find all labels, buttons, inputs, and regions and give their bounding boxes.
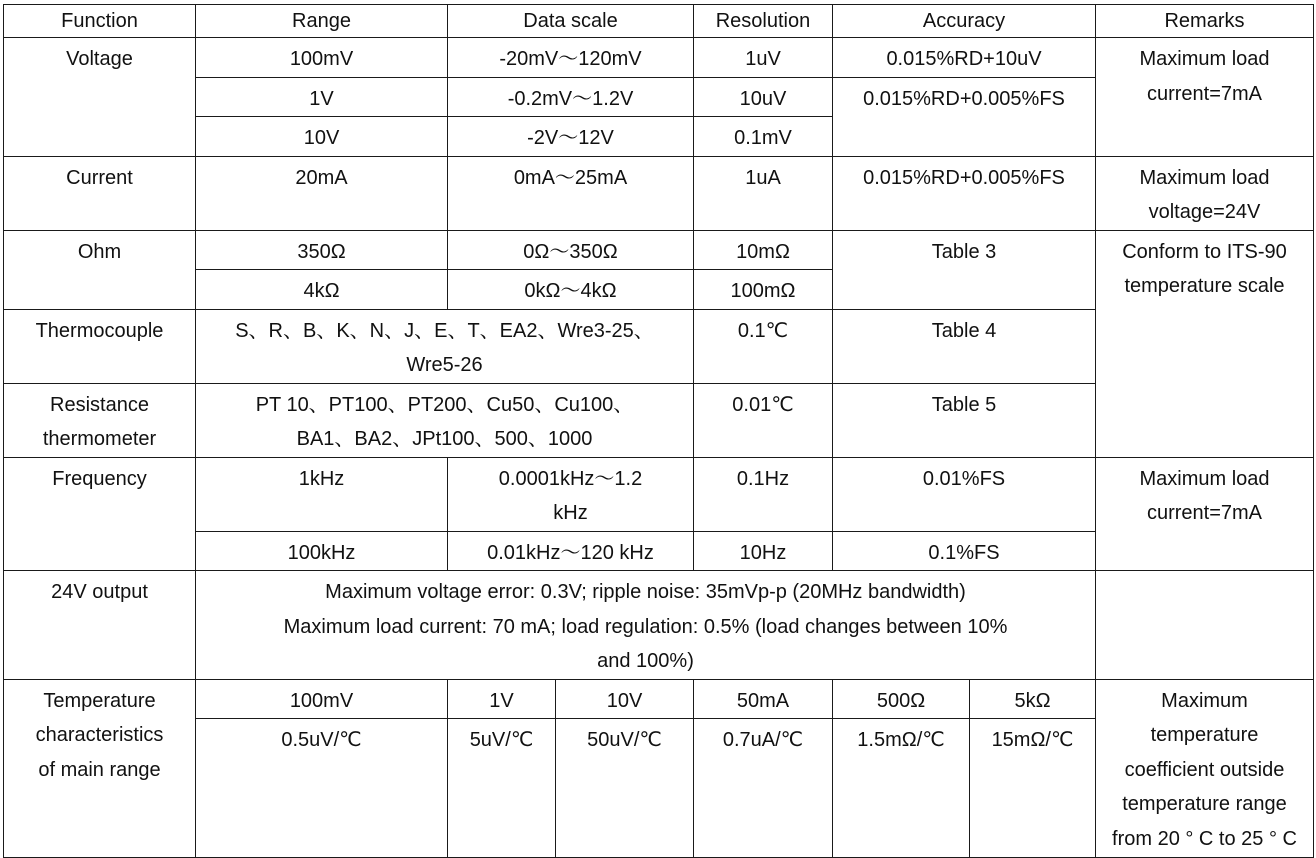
voltage-range-100mv: 100mV <box>196 38 448 78</box>
ohm-range-350: 350Ω <box>196 230 448 270</box>
voltage-scale-100mv: -20mV～120mV <box>448 38 694 78</box>
tempchar-range-10v: 10V <box>556 679 694 719</box>
remark-line: Maximum load <box>1139 48 1270 70</box>
current-range: 20mA <box>196 156 448 230</box>
tempchar-remarks-cell <box>1096 679 1314 858</box>
tempchar-coef-500ohm: 1.5mΩ/℃ <box>833 719 970 858</box>
ohm-remarks-cell <box>1096 230 1314 457</box>
remark-line: Maximum <box>1161 689 1248 712</box>
header-range: Range <box>196 5 448 38</box>
function-line: characteristics <box>35 724 164 746</box>
voltage-scale-10v: -2V～12V <box>448 117 694 157</box>
remark-line: coefficient outside <box>1124 758 1285 781</box>
current-resolution: 1uA <box>694 156 833 230</box>
frequency-remarks-cell <box>1096 457 1314 571</box>
thermocouple-resolution: 0.1℃ <box>694 309 833 383</box>
function-line: Resistance <box>50 393 149 416</box>
ohm-resolution-350: 10mΩ <box>694 230 833 270</box>
frequency-function-cell: Frequency <box>4 457 196 571</box>
header-data-scale: Data scale <box>448 5 694 38</box>
rtd-range-cell <box>196 383 694 457</box>
function-line: thermometer <box>42 428 157 450</box>
voltage-resolution-100mv: 1uV <box>694 38 833 78</box>
output24-description-cell <box>196 571 1096 680</box>
tempchar-coef-1v: 5uV/℃ <box>448 719 556 858</box>
ohm-resolution-4k: 100mΩ <box>694 270 833 310</box>
tempchar-range-50ma: 50mA <box>694 679 833 719</box>
description-line: Maximum load current: 70 mA; load regulation: 0.5% (load changes between 10% <box>283 615 1008 638</box>
thermocouple-accuracy: Table 4 <box>833 309 1096 383</box>
header-accuracy: Accuracy <box>833 5 1096 38</box>
header-row <box>4 5 1314 38</box>
thermocouple-function-cell: Thermocouple <box>4 309 196 383</box>
frequency-accuracy-1k: 0.01%FS <box>833 457 1096 531</box>
table-row <box>4 156 1314 230</box>
current-accuracy: 0.015%RD+0.005%FS <box>833 156 1096 230</box>
table-row <box>4 230 1314 270</box>
function-line: of main range <box>38 758 161 781</box>
ohm-accuracy: Table 3 <box>833 230 1096 309</box>
function-line: Temperature <box>43 689 156 712</box>
ohm-scale-4k: 0kΩ～4kΩ <box>448 270 694 310</box>
current-function-cell: Current <box>4 156 196 230</box>
remark-line: Maximum load <box>1139 166 1270 189</box>
tempchar-range-1v: 1V <box>448 679 556 719</box>
frequency-resolution-1k: 0.1Hz <box>694 457 833 531</box>
description-line: and 100%) <box>597 650 694 672</box>
remark-line: temperature range <box>1122 793 1287 815</box>
remark-line: temperature <box>1150 724 1259 746</box>
thermocouple-range-cell <box>196 309 694 383</box>
tempchar-range-5kohm: 5kΩ <box>970 679 1096 719</box>
output24-function-cell: 24V output <box>4 571 196 680</box>
frequency-scale-100k: 0.01kHz～120 kHz <box>448 531 694 571</box>
description-line: Maximum voltage error: 0.3V; ripple noise: 35mVp-p (20MHz bandwidth) <box>325 581 966 603</box>
tempchar-coef-100mv: 0.5uV/℃ <box>196 719 448 858</box>
range-line: BA1、BA2、JPt100、500、1000 <box>296 428 593 450</box>
remark-line: voltage=24V <box>1148 201 1261 223</box>
scale-line: 0.0001kHz～1.2 <box>498 467 643 490</box>
scale-line: kHz <box>553 502 588 524</box>
header-function: Function <box>4 5 196 38</box>
remark-line: temperature scale <box>1124 275 1285 297</box>
current-remarks-cell <box>1096 156 1314 230</box>
voltage-range-10v: 10V <box>196 117 448 157</box>
remark-line: Conform to ITS-90 <box>1122 240 1287 263</box>
ohm-scale-350: 0Ω～350Ω <box>448 230 694 270</box>
frequency-range-100k: 100kHz <box>196 531 448 571</box>
range-line: Wre5-26 <box>406 354 483 376</box>
voltage-scale-1v: -0.2mV～1.2V <box>448 77 694 117</box>
rtd-resolution: 0.01℃ <box>694 383 833 457</box>
tempchar-function-cell <box>4 679 196 858</box>
table-row <box>4 679 1314 719</box>
frequency-resolution-100k: 10Hz <box>694 531 833 571</box>
remark-line: current=7mA <box>1146 502 1263 524</box>
specification-table <box>3 4 1314 858</box>
voltage-accuracy-100mv: 0.015%RD+10uV <box>833 38 1096 78</box>
current-scale: 0mA～25mA <box>448 156 694 230</box>
tempchar-coef-10v: 50uV/℃ <box>556 719 694 858</box>
table-row <box>4 38 1314 78</box>
tempchar-range-500ohm: 500Ω <box>833 679 970 719</box>
remark-line: current=7mA <box>1146 82 1263 105</box>
voltage-resolution-1v: 10uV <box>694 77 833 117</box>
frequency-scale-1k <box>448 457 694 531</box>
rtd-function-cell <box>4 383 196 457</box>
ohm-range-4k: 4kΩ <box>196 270 448 310</box>
tempchar-coef-50ma: 0.7uA/℃ <box>694 719 833 858</box>
voltage-function-cell: Voltage <box>4 38 196 157</box>
remark-line: from 20 ° C to 25 ° C <box>1112 827 1297 850</box>
voltage-resolution-10v: 0.1mV <box>694 117 833 157</box>
voltage-range-1v: 1V <box>196 77 448 117</box>
frequency-range-1k: 1kHz <box>196 457 448 531</box>
frequency-accuracy-100k: 0.1%FS <box>833 531 1096 571</box>
remark-line: Maximum load <box>1139 467 1270 490</box>
ohm-function-cell: Ohm <box>4 230 196 309</box>
voltage-accuracy-1v-10v: 0.015%RD+0.005%FS <box>833 77 1096 156</box>
header-resolution: Resolution <box>694 5 833 38</box>
voltage-remarks-cell <box>1096 38 1314 157</box>
table-row <box>4 457 1314 531</box>
table-row <box>4 571 1314 680</box>
rtd-accuracy: Table 5 <box>833 383 1096 457</box>
range-line: S、R、B、K、N、J、E、T、EA2、Wre3-25、 <box>235 319 654 342</box>
tempchar-coef-5kohm: 15mΩ/℃ <box>970 719 1096 858</box>
header-remarks: Remarks <box>1096 5 1314 38</box>
output24-remarks-cell <box>1096 571 1314 680</box>
tempchar-range-100mv: 100mV <box>196 679 448 719</box>
range-line: PT 10、PT100、PT200、Cu50、Cu100、 <box>255 393 634 416</box>
